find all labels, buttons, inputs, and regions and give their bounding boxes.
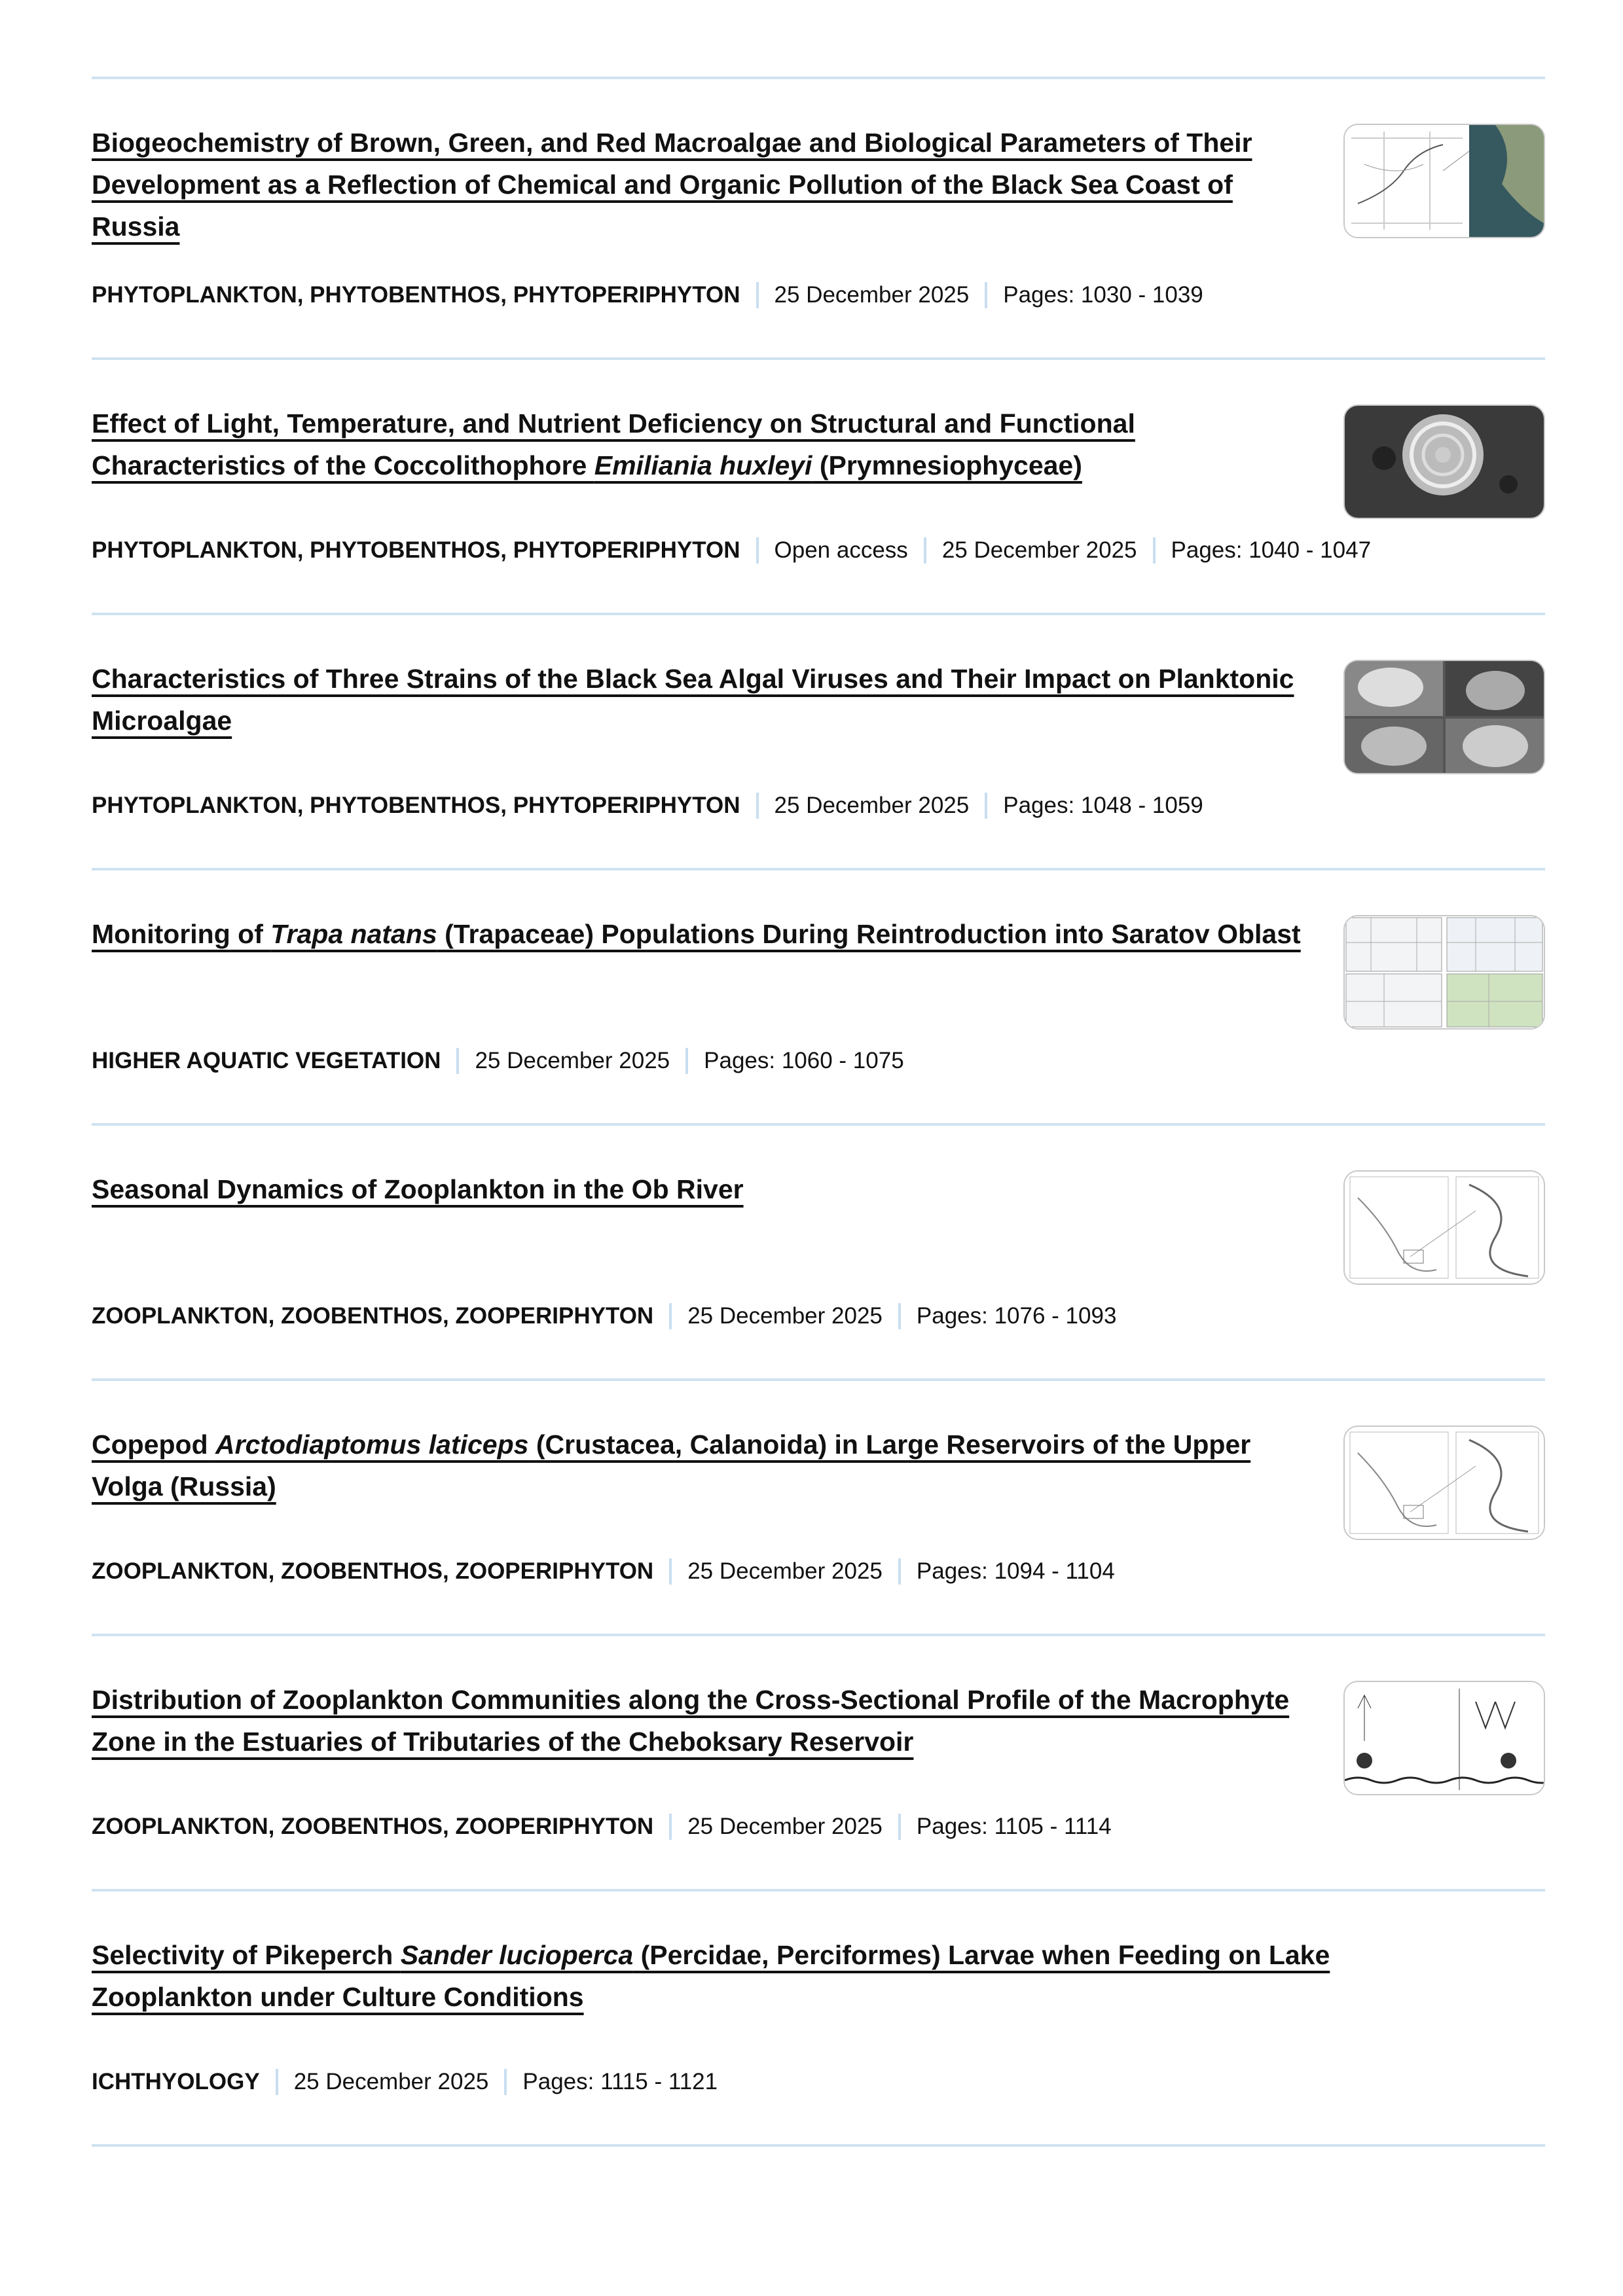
article-meta <box>92 1555 1545 1588</box>
meta-separator <box>504 2069 507 2095</box>
article-category[interactable]: PHYTOPLANKTON, PHYTOBENTHOS, PHYTOPERIPHYTON <box>92 793 740 818</box>
article-meta <box>92 1300 1545 1333</box>
article-item <box>92 360 1545 613</box>
title-segment: Copepod <box>92 1429 216 1460</box>
meta-separator <box>669 1303 672 1329</box>
title-segment: Distribution of Zooplankton Communities along the Cross-Sectional Profile of the Macrophyte Zone in the Estuaries of Tributaries of the Cheboksary Reservoir <box>92 1685 1290 1757</box>
article-item <box>92 870 1545 1123</box>
article-category[interactable]: PHYTOPLANKTON, PHYTOBENTHOS, PHYTOPERIPHYTON <box>92 537 740 563</box>
title-segment: (Trapaceae) Populations During Reintroduction into Saratov Oblast <box>437 919 1301 949</box>
article-thumbnail[interactable] <box>1343 1426 1545 1540</box>
article-meta <box>92 1045 1545 1077</box>
article-title <box>92 1934 1388 2034</box>
publication-date: 25 December 2025 <box>774 793 970 818</box>
article-title-link[interactable] <box>92 128 1252 242</box>
meta-separator <box>898 1814 901 1840</box>
title-segment: (Prymnesiophyceae) <box>812 450 1082 480</box>
title-segment: (Percidae, Perciformes) Larvae when Feeding on Lake Zooplankton under Culture Conditions <box>92 1940 1330 2012</box>
article-meta <box>92 1810 1545 1843</box>
page-range: Pages: 1040 - 1047 <box>1171 537 1372 563</box>
article-category[interactable]: ZOOPLANKTON, ZOOBENTHOS, ZOOPERIPHYTON <box>92 1303 654 1329</box>
meta-separator <box>985 793 987 819</box>
article-title <box>92 1168 1322 1268</box>
title-segment: Seasonal Dynamics of Zooplankton in the Ob River <box>92 1174 744 1204</box>
title-italic-segment: Emiliania huxleyi <box>594 450 812 480</box>
article-item <box>92 1636 1545 1889</box>
title-segment: (Crustacea, Calanoida) in Large Reservoirs of the Upper Volga (Russia) <box>92 1429 1251 1501</box>
title-italic-segment: Sander lucioperca <box>400 1940 634 1970</box>
page-range: Pages: 1076 - 1093 <box>916 1303 1117 1329</box>
divider <box>92 2144 1545 2147</box>
title-segment: Selectivity of Pikeperch <box>92 1940 401 1970</box>
article-title <box>92 1679 1322 1779</box>
title-segment: Characteristics of Three Strains of the Black Sea Algal Viruses and Their Impact on Planktonic Microalgae <box>92 664 1294 736</box>
article-category[interactable]: HIGHER AQUATIC VEGETATION <box>92 1048 441 1073</box>
article-title-link[interactable] <box>92 919 1301 949</box>
article-title <box>92 658 1322 758</box>
article-title-link[interactable] <box>92 1429 1250 1501</box>
publication-date: 25 December 2025 <box>293 2069 489 2094</box>
publication-date: 25 December 2025 <box>687 1303 883 1329</box>
meta-separator <box>756 537 759 564</box>
article-title <box>92 122 1322 247</box>
meta-separator <box>685 1048 688 1074</box>
article-title-link[interactable] <box>92 664 1294 736</box>
meta-separator <box>669 1558 672 1585</box>
page-range: Pages: 1115 - 1121 <box>522 2069 718 2094</box>
access-badge: Open access <box>774 537 908 563</box>
publication-date: 25 December 2025 <box>687 1558 883 1584</box>
title-segment: Biogeochemistry of Brown, Green, and Red Macroalgae and Biological Parameters of Their Development as a Reflection of Chemical and Organic Pollution of the Black Sea Coast of Russia <box>92 128 1252 242</box>
meta-separator <box>985 282 987 308</box>
meta-separator <box>898 1558 901 1585</box>
page-range: Pages: 1030 - 1039 <box>1003 282 1203 308</box>
article-item <box>92 1126 1545 1378</box>
article-title-link[interactable] <box>92 1940 1330 2012</box>
article-category[interactable]: ZOOPLANKTON, ZOOBENTHOS, ZOOPERIPHYTON <box>92 1558 654 1584</box>
article-category[interactable]: PHYTOPLANKTON, PHYTOBENTHOS, PHYTOPERIPHYTON <box>92 282 740 308</box>
article-category[interactable]: ICHTHYOLOGY <box>92 2069 260 2094</box>
article-thumbnail[interactable] <box>1343 1170 1545 1285</box>
article-meta <box>92 2066 1545 2098</box>
article-item <box>92 1381 1545 1634</box>
article-item <box>92 79 1545 357</box>
article-item <box>92 1892 1545 2144</box>
page-range: Pages: 1048 - 1059 <box>1003 793 1203 818</box>
page-range: Pages: 1060 - 1075 <box>704 1048 904 1073</box>
title-segment: Monitoring of <box>92 919 271 949</box>
meta-separator <box>276 2069 278 2095</box>
meta-separator <box>669 1814 672 1840</box>
article-title-link[interactable] <box>92 1685 1289 1757</box>
article-category[interactable]: ZOOPLANKTON, ZOOBENTHOS, ZOOPERIPHYTON <box>92 1814 654 1839</box>
article-title-link[interactable] <box>92 1174 744 1204</box>
article-thumbnail[interactable] <box>1343 1681 1545 1795</box>
meta-separator <box>756 793 759 819</box>
article-thumbnail[interactable] <box>1343 404 1545 519</box>
meta-separator <box>1153 537 1156 564</box>
article-title-link[interactable] <box>92 408 1135 480</box>
meta-separator <box>756 282 759 308</box>
article-thumbnail[interactable] <box>1343 124 1545 238</box>
article-item <box>92 615 1545 868</box>
article-thumbnail[interactable] <box>1343 915 1545 1030</box>
article-meta <box>92 789 1545 822</box>
publication-date: 25 December 2025 <box>941 537 1137 563</box>
meta-separator <box>924 537 926 564</box>
title-segment: Effect of Light, Temperature, and Nutrient Deficiency on Structural and Functional Characteristics of the Coccolithophore <box>92 408 1135 480</box>
page-range: Pages: 1094 - 1104 <box>916 1558 1115 1584</box>
meta-separator <box>898 1303 901 1329</box>
article-title <box>92 403 1322 503</box>
article-meta <box>92 534 1545 567</box>
article-meta <box>92 279 1545 312</box>
publication-date: 25 December 2025 <box>475 1048 670 1073</box>
page-range: Pages: 1105 - 1114 <box>916 1814 1112 1839</box>
title-italic-segment: Trapa natans <box>270 919 437 949</box>
publication-date: 25 December 2025 <box>687 1814 883 1839</box>
article-title <box>92 1424 1322 1524</box>
article-thumbnail[interactable] <box>1343 660 1545 774</box>
title-italic-segment: Arctodiaptomus laticeps <box>215 1429 529 1460</box>
meta-separator <box>456 1048 459 1074</box>
publication-date: 25 December 2025 <box>774 282 970 308</box>
article-title <box>92 913 1322 1013</box>
article-list <box>92 77 1545 2147</box>
